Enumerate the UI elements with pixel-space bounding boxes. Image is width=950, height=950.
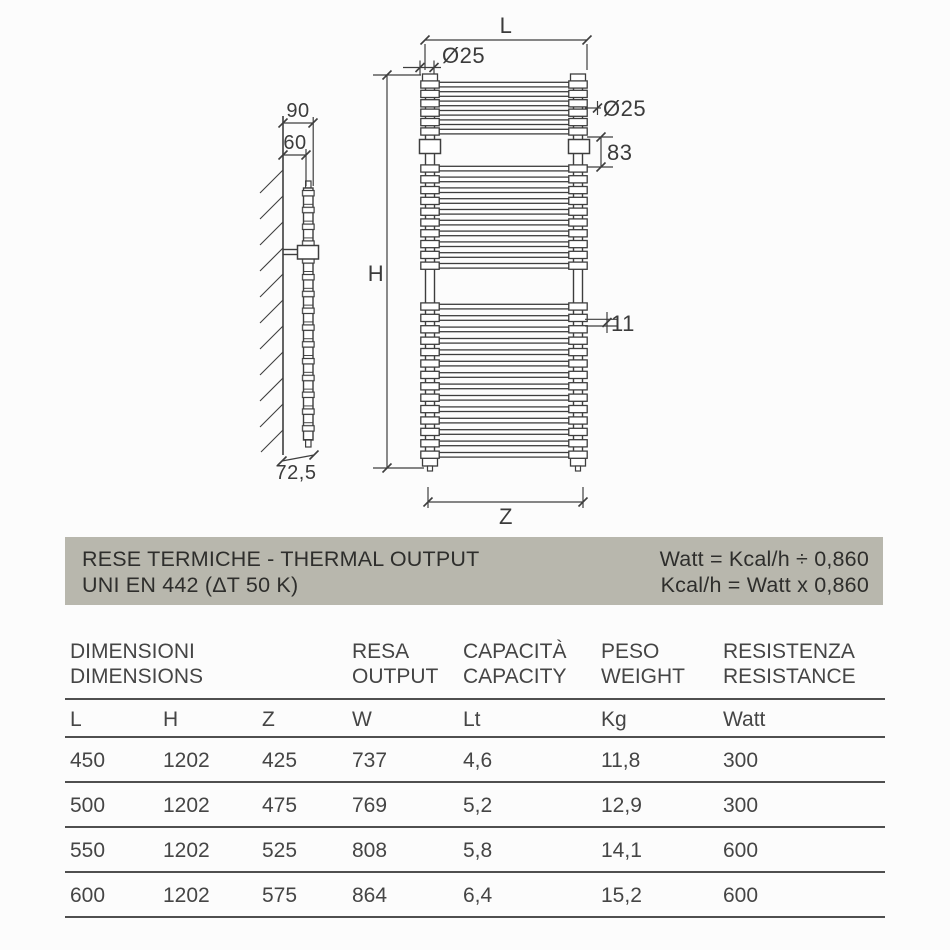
cell-Lt: 6,4 xyxy=(463,884,493,907)
table-column-header-row xyxy=(65,698,885,738)
col-header-Kg: Kg xyxy=(601,708,627,731)
table-row xyxy=(65,873,885,918)
dim-label-90: 90 xyxy=(286,100,310,122)
col-header-Watt: Watt xyxy=(723,708,766,731)
dim-label-11: 11 xyxy=(611,311,635,336)
dim-H xyxy=(368,71,424,473)
dim-label-dia25-top: Ø25 xyxy=(442,43,486,68)
cell-Kg: 14,1 xyxy=(601,839,642,862)
cell-Lt: 5,8 xyxy=(463,839,493,862)
col-header-H: H xyxy=(163,708,179,731)
side-view-drawing xyxy=(260,100,319,484)
cell-H: 1202 xyxy=(163,884,210,907)
cell-Lt: 4,6 xyxy=(463,749,493,772)
banner-title xyxy=(82,546,479,598)
cell-Watt: 600 xyxy=(723,839,759,862)
cell-W: 864 xyxy=(352,884,388,907)
wall-hatching xyxy=(260,170,283,452)
banner-formula-line1: Watt = Kcal/h ÷ 0,860 xyxy=(659,547,869,571)
dim-72-5 xyxy=(276,451,319,485)
group-header-resistance: RESISTENZA RESISTANCE xyxy=(723,640,856,688)
col-header-Lt: Lt xyxy=(463,708,481,731)
dim-label-dia25-right: Ø25 xyxy=(603,96,647,121)
spec-table xyxy=(65,634,885,918)
dim-dia25-top xyxy=(403,43,485,75)
col-header-W: W xyxy=(352,708,372,731)
dim-label-H: H xyxy=(367,261,385,286)
table-row xyxy=(65,738,885,783)
cell-Z: 575 xyxy=(262,884,298,907)
dim-label-83: 83 xyxy=(607,140,633,165)
col-header-Z: Z xyxy=(262,708,275,731)
cell-W: 769 xyxy=(352,794,388,817)
group-header-dimensions: DIMENSIONI DIMENSIONS xyxy=(70,640,204,688)
banner-title-line2: UNI EN 442 (ΔT 50 K) xyxy=(82,573,299,597)
cell-Z: 525 xyxy=(262,839,298,862)
front-view-drawing xyxy=(368,13,646,529)
table-row xyxy=(65,783,885,828)
dim-83 xyxy=(587,133,632,172)
group-header-output: RESA OUTPUT xyxy=(352,640,439,688)
dim-11 xyxy=(585,311,635,336)
cell-Z: 475 xyxy=(262,794,298,817)
cell-Kg: 15,2 xyxy=(601,884,642,907)
side-stack xyxy=(302,181,315,447)
cell-H: 1202 xyxy=(163,749,210,772)
col-header-L: L xyxy=(70,708,82,731)
dim-label-L: L xyxy=(499,13,513,38)
dim-dia25-right xyxy=(585,96,646,121)
cell-Watt: 600 xyxy=(723,884,759,907)
tube-group-bottom xyxy=(421,303,587,458)
dim-label-60: 60 xyxy=(283,132,307,154)
cell-Lt: 5,2 xyxy=(463,794,493,817)
cell-W: 737 xyxy=(352,749,388,772)
group-header-weight: PESO WEIGHT xyxy=(601,640,685,688)
cell-L: 450 xyxy=(70,749,106,772)
cell-L: 550 xyxy=(70,839,106,862)
gap-connectors xyxy=(420,140,590,154)
mounting-bracket xyxy=(283,246,319,260)
thermal-output-banner xyxy=(65,537,883,605)
cell-Kg: 12,9 xyxy=(601,794,642,817)
cell-Kg: 11,8 xyxy=(601,749,641,772)
group-header-capacity: CAPACITÀ CAPACITY xyxy=(463,640,567,688)
banner-title-line1: RESE TERMICHE - THERMAL OUTPUT xyxy=(82,547,480,571)
cell-H: 1202 xyxy=(163,794,210,817)
dim-label-72-5: 72,5 xyxy=(275,462,317,484)
table-group-header-row xyxy=(65,634,885,698)
cell-L: 600 xyxy=(70,884,106,907)
cell-Watt: 300 xyxy=(723,749,759,772)
cell-Watt: 300 xyxy=(723,794,759,817)
table-row xyxy=(65,828,885,873)
banner-formulas xyxy=(660,546,869,598)
cell-W: 808 xyxy=(352,839,388,862)
tube-group-top xyxy=(421,81,587,135)
tube-group-middle xyxy=(421,165,587,269)
cell-H: 1202 xyxy=(163,839,210,862)
cell-Z: 425 xyxy=(262,749,298,772)
banner-formula-line2: Kcal/h = Watt x 0,860 xyxy=(660,573,869,597)
dim-label-Z: Z xyxy=(499,504,513,529)
dim-Z xyxy=(424,487,588,529)
cell-L: 500 xyxy=(70,794,106,817)
